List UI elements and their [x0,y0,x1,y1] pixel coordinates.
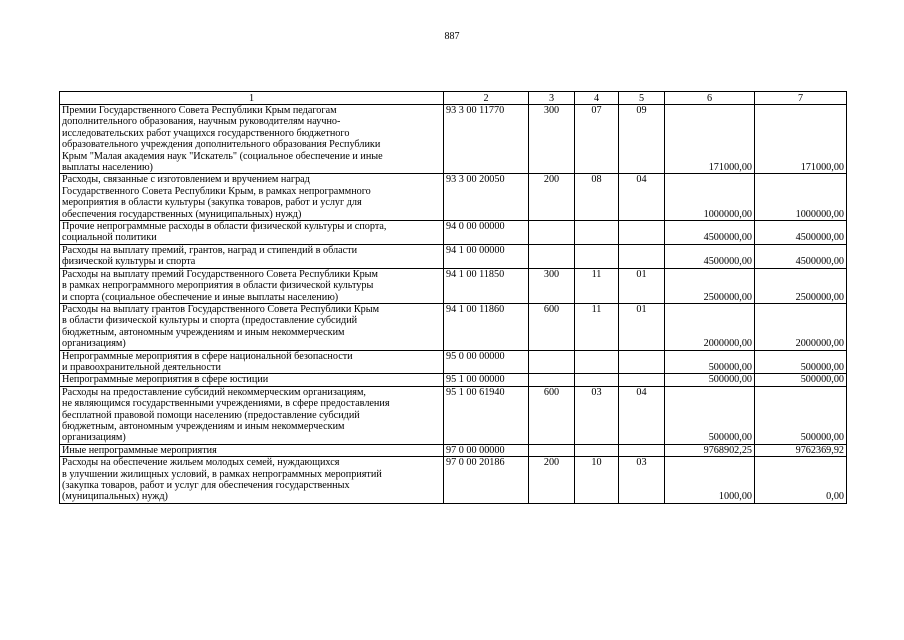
column-header: 3 [529,92,575,105]
item-name-line: бюджетным, автономным учреждениям и иным некоммерческим [62,326,345,338]
table-row [60,105,847,174]
item-name-line: и правоохранительной деятельности [62,361,221,373]
amount-year2-cell: 4500000,00 [755,244,847,268]
column-header: 7 [755,92,847,105]
section-cell [575,221,619,245]
item-name-line: обеспечения государственных (муниципальных) нужд) [62,208,302,220]
page-number: 887 [444,31,460,42]
table-row [60,386,847,444]
expense-type-cell [529,244,575,268]
subsection-cell [619,444,665,456]
amount-year2-cell: 500000,00 [755,374,847,386]
item-name-cell [60,386,444,444]
column-header: 4 [575,92,619,105]
item-name-line: (муниципальных) нужд) [62,491,168,503]
budget-code-cell: 95 1 00 61940 [444,386,529,444]
item-name-line: Расходы на предоставление субсидий некоммерческим организациям, [62,386,366,398]
budget-code-cell: 95 0 00 00000 [444,350,529,374]
expense-type-cell: 300 [529,268,575,303]
amount-year1-cell: 4500000,00 [665,244,755,268]
item-name-cell [60,303,444,350]
subsection-cell [619,221,665,245]
expense-type-cell [529,444,575,456]
item-name-line: бесплатной правовой помощи населению (предоставление субсидий [62,409,360,421]
amount-year2-cell: 171000,00 [755,105,847,174]
table-row [60,457,847,504]
amount-year1-cell: 500000,00 [665,374,755,386]
amount-year2-cell: 4500000,00 [755,221,847,245]
item-name-line: (закупка товаров, работ и услуг для обеспечения государственных [62,480,350,491]
item-name-line: бюджетным, автономным учреждениям и иным некоммерческим [62,420,345,432]
item-name-line: Расходы на выплату премий, грантов, наград и стипендий в области [62,244,358,256]
item-name-line: в области физической культуры и спорта (предоставление субсидий [62,315,358,327]
expense-type-cell: 200 [529,457,575,504]
section-cell [575,374,619,386]
item-name-cell [60,244,444,268]
item-name-cell [60,174,444,221]
budget-code-cell: 93 3 00 20050 [444,174,529,221]
amount-year1-cell: 500000,00 [665,350,755,374]
item-name-line: Прочие непрограммные расходы в области физической культуры и спорта, [62,221,387,233]
item-name-line: Расходы, связанные с изготовлением и вручением наград [62,174,310,186]
amount-year2-cell: 500000,00 [755,386,847,444]
amount-year1-cell: 500000,00 [665,386,755,444]
amount-year1-cell: 4500000,00 [665,221,755,245]
item-name-line: Непрограммные мероприятия в сфере юстиции [62,374,269,386]
subsection-cell: 09 [619,105,665,174]
table-header-row [60,92,847,105]
section-cell [575,350,619,374]
item-name-line: не являющимся государственными учреждениями, в сфере предоставления [62,398,390,410]
item-name-cell [60,105,444,174]
table-row [60,174,847,221]
item-name-line: в рамках непрограммного мероприятия в области физической культуры [62,280,374,292]
budget-code-cell: 97 0 00 20186 [444,457,529,504]
section-cell: 11 [575,268,619,303]
amount-year2-cell: 500000,00 [755,350,847,374]
budget-code-cell: 94 1 00 11850 [444,268,529,303]
amount-year1-cell: 1000,00 [665,457,755,504]
subsection-cell: 04 [619,386,665,444]
item-name-cell [60,221,444,245]
budget-code-cell: 94 0 00 00000 [444,221,529,245]
item-name-line: физической культуры и спорта [62,256,196,268]
budget-code-cell: 93 3 00 11770 [444,105,529,174]
item-name-line: Расходы на обеспечение жильем молодых семей, нуждающихся [62,457,340,469]
budget-code-cell: 95 1 00 00000 [444,374,529,386]
table-row [60,268,847,303]
item-name-cell [60,457,444,504]
table-row [60,244,847,268]
table-row [60,374,847,386]
item-name-line: дополнительного образования, научным руководителям научно- [62,116,341,128]
item-name-line: Крым "Малая академия наук "Искатель" (социальное обеспечение и иные [62,150,383,162]
table-row [60,444,847,456]
expense-type-cell: 600 [529,386,575,444]
subsection-cell: 01 [619,268,665,303]
item-name-cell [60,444,444,456]
amount-year1-cell: 9768902,25 [665,444,755,456]
subsection-cell: 01 [619,303,665,350]
item-name-line: Премии Государственного Совета Республики Крым педагогам [62,105,337,116]
section-cell: 07 [575,105,619,174]
section-cell [575,444,619,456]
subsection-cell [619,374,665,386]
item-name-cell [60,374,444,386]
amount-year1-cell: 2500000,00 [665,268,755,303]
expense-type-cell: 300 [529,105,575,174]
section-cell: 08 [575,174,619,221]
item-name-line: Непрограммные мероприятия в сфере национальной безопасности [62,350,353,362]
item-name-line: организациям) [62,432,126,444]
column-header: 6 [665,92,755,105]
section-cell: 11 [575,303,619,350]
subsection-cell [619,350,665,374]
table-row [60,303,847,350]
subsection-cell: 04 [619,174,665,221]
budget-table [59,91,847,504]
subsection-cell: 03 [619,457,665,504]
table-row [60,350,847,374]
budget-code-cell: 94 1 00 00000 [444,244,529,268]
column-header: 2 [444,92,529,105]
expense-type-cell [529,374,575,386]
amount-year2-cell: 9762369,92 [755,444,847,456]
item-name-line: организациям) [62,338,126,350]
item-name-line: и спорта (социальное обеспечение и иные выплаты населению) [62,291,339,303]
budget-code-cell: 94 1 00 11860 [444,303,529,350]
table-row [60,221,847,245]
item-name-line: Государственного Совета Республики Крым, в рамках непрограммного [62,185,371,197]
item-name-cell [60,350,444,374]
amount-year1-cell: 1000000,00 [665,174,755,221]
item-name-line: Иные непрограммные мероприятия [62,444,217,456]
column-header: 5 [619,92,665,105]
subsection-cell [619,244,665,268]
item-name-line: выплаты населению) [62,162,153,174]
item-name-line: исследовательских работ учащихся государственного бюджетного [62,127,350,139]
expense-type-cell [529,221,575,245]
expense-type-cell: 200 [529,174,575,221]
amount-year1-cell: 2000000,00 [665,303,755,350]
amount-year2-cell: 2500000,00 [755,268,847,303]
expense-type-cell [529,350,575,374]
amount-year2-cell: 0,00 [755,457,847,504]
section-cell [575,244,619,268]
item-name-line: в улучшении жилищных условий, в рамках непрограммных мероприятий [62,468,382,480]
amount-year2-cell: 1000000,00 [755,174,847,221]
item-name-cell [60,268,444,303]
expense-type-cell: 600 [529,303,575,350]
budget-code-cell: 97 0 00 00000 [444,444,529,456]
item-name-line: Расходы на выплату грантов Государственного Совета Республики Крым [62,303,380,315]
amount-year2-cell: 2000000,00 [755,303,847,350]
item-name-line: образовательного учреждения дополнительного образования Республики [62,139,381,151]
column-header: 1 [60,92,444,105]
section-cell: 03 [575,386,619,444]
item-name-line: Расходы на выплату премий Государственного Совета Республики Крым [62,268,378,280]
item-name-line: мероприятия в области культуры (закупка товаров, работ и услуг для [62,197,362,209]
section-cell: 10 [575,457,619,504]
item-name-line: социальной политики [62,232,157,244]
amount-year1-cell: 171000,00 [665,105,755,174]
